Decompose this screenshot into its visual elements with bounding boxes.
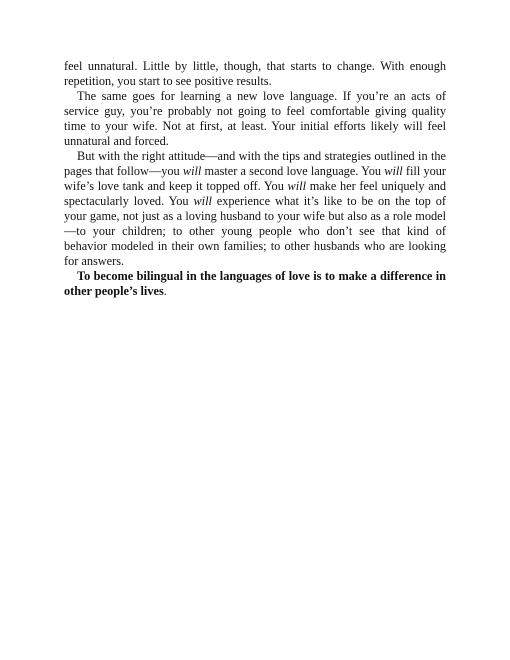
paragraph-3-text: experience what it’s like to be on the top of your game, not just as a loving husband to your wife but also as a role model—to your children; to other young people who don’t see that kind of behavior modeled in their own families; to other husbands who are looking for answers. [64,194,446,268]
paragraph-3 [64,149,446,269]
closing-statement [64,269,446,299]
paragraph-3-text: make her feel uniquely and spectacularly loved. You [64,179,446,208]
paragraph-3-text: But with the right attitude—and with the tips and strategies outlined in the pages that follow—you [64,149,446,178]
paragraph-1 [64,59,446,89]
emphasis-will: will [193,194,212,208]
paragraph-2 [64,89,446,149]
paragraph-1-text: feel unnatural. Little by little, though, that starts to change. With enough repetition, you start to see positive results. [64,59,446,88]
paragraph-3-text: master a second love language. You [201,164,385,178]
emphasis-will: will [384,164,403,178]
paragraph-2-text: The same goes for learning a new love language. If you’re an acts of service guy, you’re probably not going to feel comfortable giving quality time to your wife. Not at first, at least. Your initial efforts likely will feel unnatural and forced. [64,89,446,148]
paragraph-3-text: fill your wife’s love tank and keep it topped off. You [64,164,446,193]
page-body [64,59,446,299]
closing-period: . [163,284,167,298]
closing-statement-text: To become bilingual in the languages of love is to make a difference in other people’s lives [64,269,446,298]
emphasis-will: will [182,164,202,178]
emphasis-will: will [287,179,306,193]
